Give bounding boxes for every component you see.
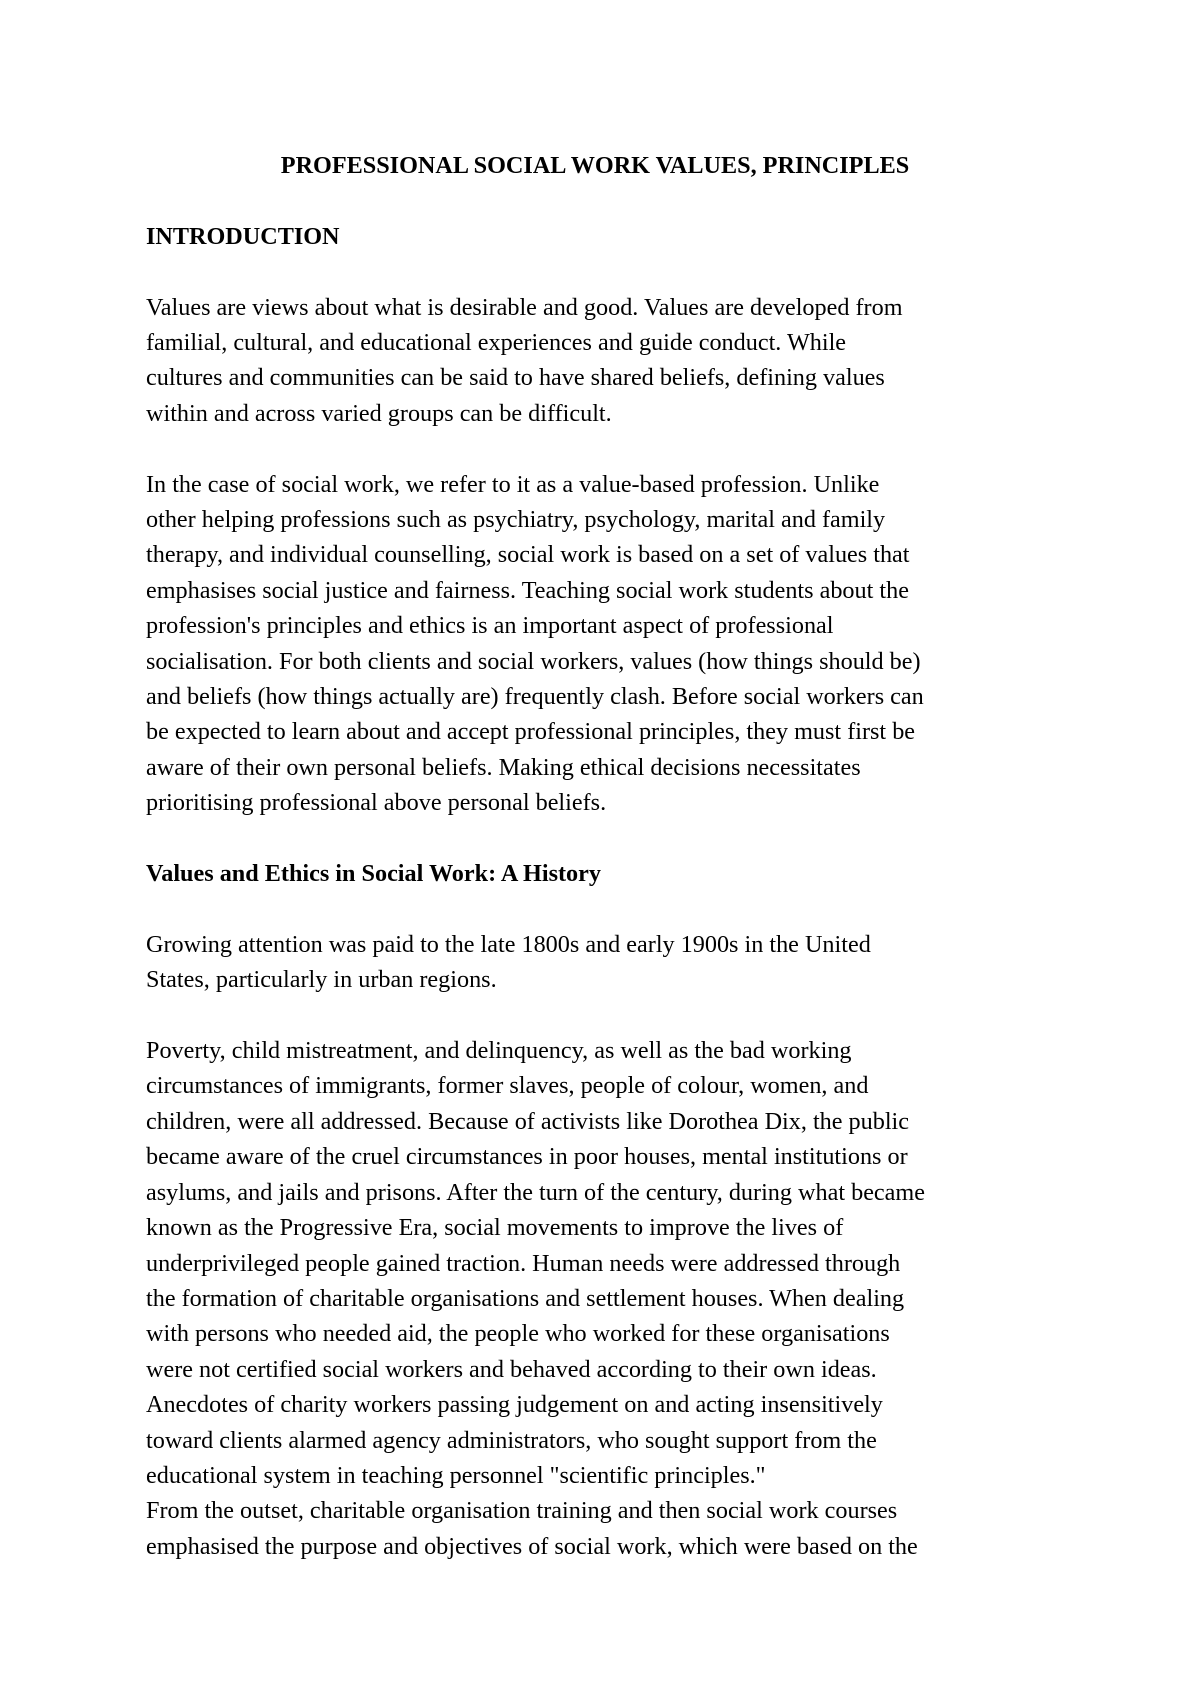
text-line: aware of their own personal beliefs. Making ethical decisions necessitates [146, 753, 861, 781]
intro-paragraph-2 [146, 467, 1080, 821]
document-title: PROFESSIONAL SOCIAL WORK VALUES, PRINCIPLES [280, 152, 910, 179]
text-line: toward clients alarmed agency administrators, who sought support from the [146, 1426, 877, 1454]
text-line: Anecdotes of charity workers passing judgement on and acting insensitively [146, 1391, 883, 1419]
spacer [146, 431, 1080, 466]
intro-paragraph-1 [146, 290, 1080, 432]
text-line: with persons who needed aid, the people who worked for these organisations [146, 1320, 890, 1348]
intro-heading: INTRODUCTION [146, 222, 340, 250]
text-line: familial, cultural, and educational experiences and guide conduct. While [146, 329, 847, 356]
text-line: became aware of the cruel circumstances in poor houses, mental institutions or [146, 1143, 908, 1171]
text-line: emphasised the purpose and objectives of social work, which were based on the [146, 1532, 918, 1560]
text-line: the formation of charitable organisations and settlement houses. When dealing [146, 1284, 905, 1312]
text-line: within and across varied groups can be difficult. [146, 399, 612, 427]
spacer [146, 998, 1080, 1033]
spacer [146, 891, 1080, 926]
text-line: known as the Progressive Era, social movements to improve the lives of [146, 1214, 844, 1242]
text-line: prioritising professional above personal beliefs. [146, 789, 607, 817]
history-paragraph-1 [146, 927, 1080, 998]
text-line: educational system in teaching personnel "scientific principles." [146, 1461, 766, 1489]
text-line: States, particularly in urban regions. [146, 966, 497, 994]
text-line: circumstances of immigrants, former slaves, people of colour, women, and [146, 1072, 869, 1100]
text-line: socialisation. For both clients and social workers, values (how things should be) [146, 647, 921, 675]
history-paragraph-2 [146, 1033, 1080, 1564]
history-heading: Values and Ethics in Social Work: A History [146, 860, 601, 888]
spacer [146, 254, 1080, 289]
text-line: be expected to learn about and accept professional principles, they must first be [146, 718, 916, 746]
spacer [146, 183, 1080, 218]
text-line: cultures and communities can be said to have shared beliefs, defining values [146, 364, 885, 392]
text-line: Poverty, child mistreatment, and delinquency, as well as the bad working [146, 1037, 852, 1065]
text-line: emphasises social justice and fairness. Teaching social work students about the [146, 576, 909, 604]
text-line: Growing attention was paid to the late 1800s and early 1900s in the United [146, 930, 871, 958]
text-line: were not certified social workers and behaved according to their own ideas. [146, 1355, 877, 1383]
spacer [146, 821, 1080, 856]
text-line: children, were all addressed. Because of activists like Dorothea Dix, the public [146, 1107, 909, 1135]
text-line: therapy, and individual counselling, social work is based on a set of values that [146, 541, 910, 569]
text-line: In the case of social work, we refer to it as a value-based profession. Unlike [146, 470, 880, 498]
text-line: profession's principles and ethics is an important aspect of professional [146, 612, 834, 640]
text-line: From the outset, charitable organisation training and then social work courses [146, 1497, 898, 1525]
text-line: asylums, and jails and prisons. After the turn of the century, during what became [146, 1178, 925, 1206]
text-line: other helping professions such as psychiatry, psychology, marital and family [146, 506, 886, 534]
text-line: Values are views about what is desirable and good. Values are developed from [146, 293, 903, 321]
text-line: underprivileged people gained traction. Human needs were addressed through [146, 1249, 901, 1277]
text-line: and beliefs (how things actually are) frequently clash. Before social workers can [146, 683, 924, 711]
